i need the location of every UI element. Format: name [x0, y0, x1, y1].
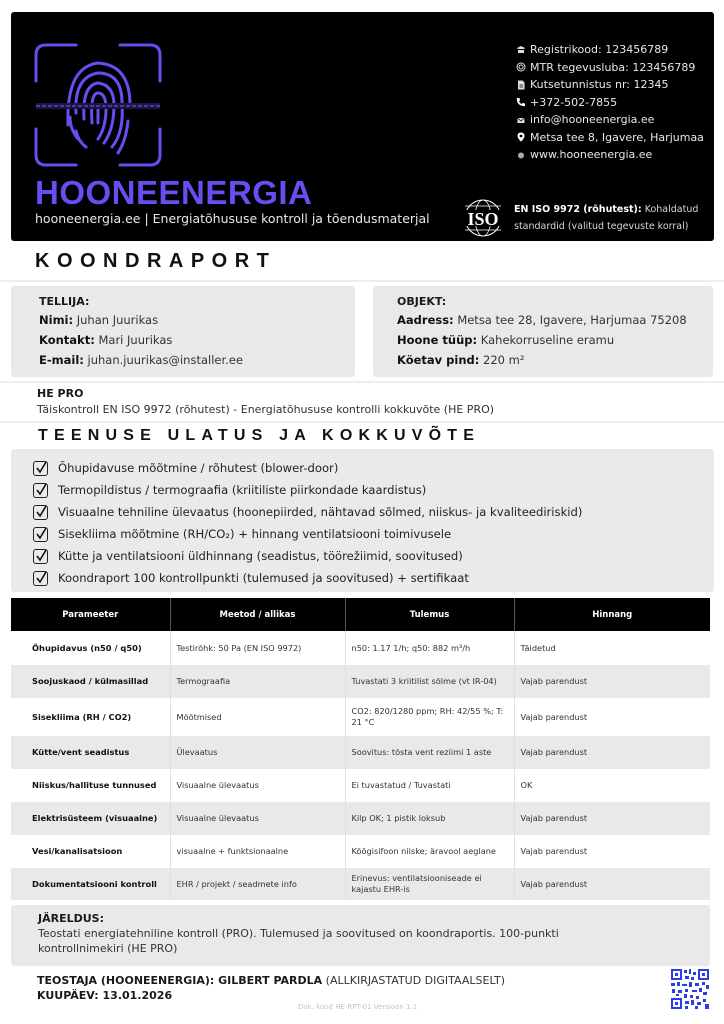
divider — [0, 381, 724, 383]
contact-license: MTR tegevusluba: 123456789 — [516, 59, 704, 77]
scope-list — [11, 449, 714, 592]
scope-item: Termopildistus / termograafia (kriitiliste piirkondade kaardistus) — [33, 479, 714, 501]
table-row: Elektrisüsteem (visuaalne) Visuaalne ülevaatus Kilp OK; 1 pistik loksub Vajab parendust — [11, 802, 710, 835]
checkbox-checked-icon — [33, 549, 48, 564]
performer-line: TEOSTAJA (HOONEENERGIA): GILBERT PARDLA (ALLKIRJASTATUD DIGITAALSELT) — [37, 974, 506, 987]
checkbox-checked-icon — [33, 527, 48, 542]
scope-title: TEENUSE ULATUS JA KOKKUVÕTE — [38, 427, 481, 444]
header-banner — [11, 12, 714, 241]
client-heading: TELLIJA: — [39, 295, 90, 308]
table-row: Vesi/kanalisatsioon visuaalne + funktsionaalne Köögisifoon niiske; äravool aeglane Vajab parendust — [11, 835, 710, 868]
table-row: Õhupidavus (n50 / q50) Testirõhk: 50 Pa (EN ISO 9972) n50: 1.17 1/h; q50: 882 m³/h Täidetud — [11, 631, 710, 665]
checkbox-checked-icon — [33, 571, 48, 586]
client-card — [11, 286, 355, 377]
page-title: KOONDRAPORT — [35, 250, 277, 272]
divider — [0, 280, 724, 282]
scope-item: Õhupidavuse mõõtmine / rõhutest (blower-door) — [33, 457, 714, 479]
checkbox-checked-icon — [33, 505, 48, 520]
scope-item: Koondraport 100 kontrollpunkti (tulemused ja soovitused) + sertifikaat — [33, 567, 714, 589]
email-icon — [516, 115, 526, 125]
column-header-method: Meetod / allikas — [170, 598, 345, 631]
registry-icon — [516, 45, 526, 55]
checkbox-checked-icon — [33, 483, 48, 498]
contact-list — [516, 41, 704, 164]
table-row: Dokumentatsiooni kontroll EHR / projekt / seadmete info Erinevus: ventilatsiooniseade ei kajastu EHR-is Vajab parendust — [11, 868, 710, 900]
table-row: Niiskus/hallituse tunnused Visuaalne ülevaatus Ei tuvastatud / Tuvastati OK — [11, 769, 710, 802]
phone-icon — [516, 97, 526, 107]
table-row: Kütte/vent seadistus Ülevaatus Soovitus: tõsta vent reziimi 1 aste Vajab parendust — [11, 736, 710, 769]
table-header-row — [11, 598, 710, 631]
column-header-rating: Hinnang — [514, 598, 710, 631]
contact-certificate: Kutsetunnistus nr: 12345 — [516, 76, 704, 94]
contact-email[interactable]: info@hooneenergia.ee — [516, 111, 704, 129]
signature-block — [37, 973, 505, 1003]
results-table — [11, 598, 710, 900]
qr-code-icon[interactable] — [670, 968, 710, 1010]
date-line: KUUPÄEV: 13.01.2026 — [37, 989, 173, 1002]
iso-standard-text: EN ISO 9972 (rõhutest): Kohaldatud standardid (valitud tegevuste korral) — [514, 204, 699, 232]
conclusion-text: Teostati energiatehniline kontroll (PRO). Tulemused ja soovitused on koondraportis. 100-punkti kontrollnimekiri (HE PRO) — [38, 927, 559, 955]
contact-address: Metsa tee 8, Igavere, Harjumaa — [516, 129, 704, 147]
column-header-parameter: Parameeter — [11, 598, 170, 631]
divider — [0, 421, 724, 423]
certificate-icon — [516, 80, 526, 90]
client-contact: Kontakt: Mari Juurikas — [39, 333, 173, 347]
package-description: Täiskontroll EN ISO 9972 (rõhutest) - Energiatõhususe kontrolli kokkuvõte (HE PRO) — [37, 403, 495, 416]
brand-name: HOONEENERGIA — [35, 174, 313, 211]
scope-item: Kütte ja ventilatsiooni üldhinnang (seadistus, töörežiimid, soovitused) — [33, 545, 714, 567]
object-type: Hoone tüüp: Kahekorruseline eramu — [397, 333, 615, 347]
svg-text:ISO: ISO — [467, 209, 499, 229]
conclusion-box — [11, 905, 710, 966]
contact-registry: Registrikood: 123456789 — [516, 41, 704, 59]
globe-icon — [516, 150, 526, 160]
object-heading: OBJEKT: — [397, 295, 447, 308]
scope-item: Visuaalne tehniline ülevaatus (hoonepiirded, nähtavad sõlmed, niiskus- ja kvaliteediriskid) — [33, 501, 714, 523]
object-area: Köetav pind: 220 m² — [397, 353, 525, 367]
contact-phone[interactable]: +372-502-7855 — [516, 94, 704, 112]
package-title: HE PRO — [37, 387, 84, 400]
client-name: Nimi: Juhan Juurikas — [39, 313, 159, 327]
package-info — [37, 386, 494, 418]
client-email: E-mail: juhan.juurikas@installer.ee — [39, 353, 243, 367]
iso-logo-icon — [458, 198, 508, 238]
brand-tagline: hooneenergia.ee | Energiatõhususe kontroll ja tõendusmaterjal — [35, 211, 430, 226]
location-icon — [516, 132, 526, 142]
iso-standard-block — [458, 198, 714, 238]
fingerprint-logo-icon — [34, 43, 162, 167]
contact-website[interactable]: www.hooneenergia.ee — [516, 146, 704, 164]
scope-item: Sisekliima mõõtmine (RH/CO₂) + hinnang ventilatsiooni toimivusele — [33, 523, 714, 545]
checkbox-checked-icon — [33, 461, 48, 476]
table-row: Soojuskaod / külmasillad Termograafia Tuvastati 3 kriitilist sõlme (vt IR-04) Vajab parendust — [11, 665, 710, 698]
conclusion-title: JÄRELDUS: — [38, 912, 104, 925]
document-code: Dok. kood HE-RPT-01 Versioon 1.1 — [298, 1003, 418, 1011]
table-row: Sisekliima (RH / CO2) Mõõtmised CO2: 820/1280 ppm; RH: 42/55 %; T: 21 °C Vajab parendust — [11, 698, 710, 736]
object-address: Aadress: Metsa tee 28, Igavere, Harjumaa 75208 — [397, 313, 687, 327]
object-card — [373, 286, 713, 377]
column-header-result: Tulemus — [345, 598, 514, 631]
license-icon — [516, 62, 526, 72]
